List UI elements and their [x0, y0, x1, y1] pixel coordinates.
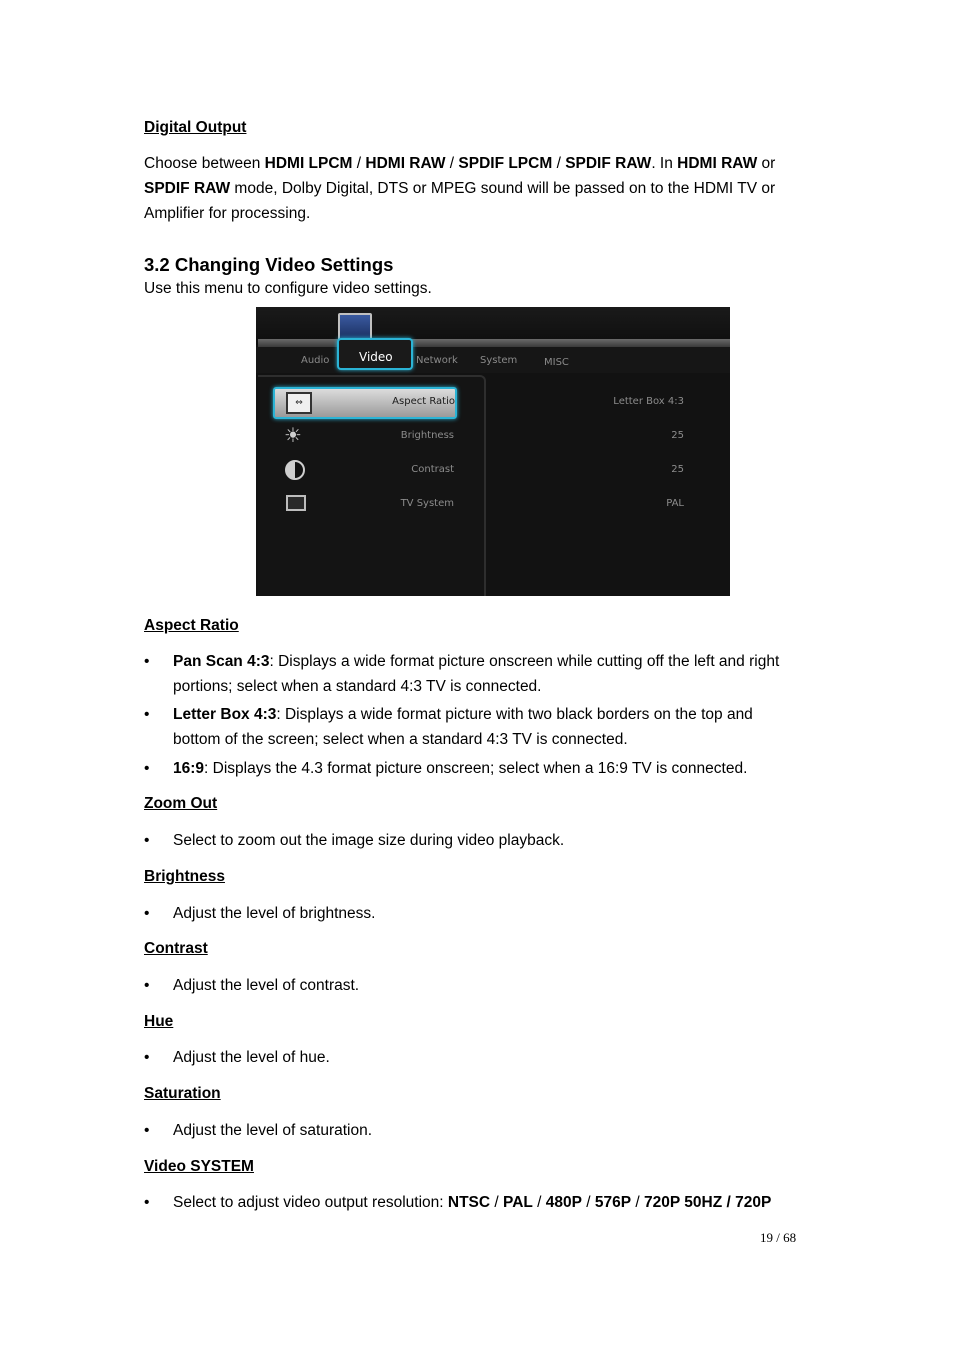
sep: /	[581, 1194, 595, 1211]
bullet-text	[173, 1190, 813, 1215]
zoom-out-heading: Zoom Out	[144, 795, 218, 812]
brightness-label: Brightness	[400, 430, 454, 441]
sep: /	[352, 155, 366, 172]
tv-system-label: TV System	[400, 498, 454, 509]
section-title: 3.2 Changing Video Settings	[144, 254, 394, 275]
term: Pan Scan 4:3	[173, 653, 270, 670]
section-intro: Use this menu to configure video settings.	[144, 280, 432, 297]
menu-bar	[258, 339, 730, 347]
bullet-dot: •	[144, 1194, 150, 1211]
tab-network[interactable]: Network	[416, 355, 458, 366]
brightness-heading: Brightness	[144, 868, 225, 885]
aspect-ratio-icon: ⇔	[286, 392, 312, 414]
term: HDMI RAW	[677, 155, 758, 172]
bullet-dot: •	[144, 1049, 150, 1066]
bullet-line: bottom of the screen; select when a standard 4:3 TV is connected.	[173, 731, 628, 748]
text: mode, Dolby Digital, DTS or MPEG sound will be passed on to the HDMI TV or	[230, 180, 776, 197]
bullet-line	[173, 702, 813, 727]
bullet-dot: •	[144, 977, 150, 994]
bullet-dot: •	[144, 832, 150, 849]
term: NTSC	[447, 1194, 491, 1211]
bullet-dot: •	[144, 760, 150, 777]
term: SPDIF RAW	[144, 180, 231, 197]
digital-output-paragraph	[144, 151, 814, 226]
sep: /	[631, 1194, 645, 1211]
aspect-ratio-value: Letter Box 4:3	[613, 396, 684, 407]
text: : Displays the 4.3 format picture onscreen; select when a 16:9 TV is connected.	[204, 760, 748, 777]
hue-heading: Hue	[144, 1013, 174, 1030]
bullet-dot: •	[144, 653, 150, 670]
bullet-dot: •	[144, 905, 150, 922]
contrast-value: 25	[671, 464, 684, 475]
aspect-ratio-label: Aspect Ratio	[392, 396, 455, 407]
tab-system[interactable]: System	[480, 355, 518, 366]
text: or	[757, 155, 776, 172]
tab-misc[interactable]: MISC	[544, 357, 569, 368]
term: SPDIF LPCM	[458, 155, 553, 172]
tv-icon	[338, 313, 372, 341]
digital-output-line-3: Amplifier for processing.	[144, 205, 311, 222]
bullet-text: Adjust the level of brightness.	[173, 905, 376, 922]
term: 480P	[545, 1194, 582, 1211]
contrast-heading: Contrast	[144, 940, 208, 957]
text: : Displays a wide format picture with two black borders on the top and	[276, 706, 753, 723]
contrast-icon	[285, 460, 305, 480]
bullet-text: Adjust the level of saturation.	[173, 1122, 373, 1139]
bullet-text: Select to zoom out the image size during video playback.	[173, 832, 565, 849]
bullet-text: Adjust the level of hue.	[173, 1049, 330, 1066]
contrast-label: Contrast	[411, 464, 454, 475]
text: . In	[651, 155, 678, 172]
text: : Displays a wide format picture onscreen while cutting off the left and right	[269, 653, 780, 670]
term: SPDIF RAW	[565, 155, 652, 172]
term: Letter Box 4:3	[173, 706, 277, 723]
video-settings-screenshot	[256, 307, 730, 596]
bullet-text: Adjust the level of contrast.	[173, 977, 360, 994]
tv-system-value: PAL	[666, 498, 684, 509]
text: Select to adjust video output resolution:	[173, 1194, 448, 1211]
tab-audio[interactable]: Audio	[301, 355, 330, 366]
bullet-line	[173, 649, 813, 674]
sep: /	[490, 1194, 503, 1211]
bullet-text	[173, 756, 813, 781]
tab-video-label: Video	[359, 350, 393, 364]
bullet-text	[173, 649, 813, 699]
sep: /	[445, 155, 459, 172]
brightness-icon: ☀	[284, 423, 302, 447]
aspect-ratio-heading: Aspect Ratio	[144, 617, 239, 634]
term: 720P 50HZ / 720P	[644, 1194, 772, 1211]
term: PAL	[503, 1194, 533, 1211]
term: HDMI LPCM	[264, 155, 353, 172]
bullet-dot: •	[144, 1122, 150, 1139]
saturation-heading: Saturation	[144, 1085, 221, 1102]
term: 16:9	[173, 760, 205, 777]
text: Choose between	[144, 155, 265, 172]
term: HDMI RAW	[365, 155, 446, 172]
bullet-text	[173, 702, 813, 752]
term: 576P	[594, 1194, 632, 1211]
video-system-heading: Video SYSTEM	[144, 1158, 254, 1175]
tab-video[interactable]	[337, 338, 413, 370]
sep: /	[552, 155, 566, 172]
tv-system-icon	[286, 495, 306, 511]
bullet-line: portions; select when a standard 4:3 TV is connected.	[173, 678, 542, 695]
sep: /	[532, 1194, 546, 1211]
bullet-dot: •	[144, 706, 150, 723]
page-number: 19 / 68	[760, 1230, 797, 1245]
digital-output-heading: Digital Output	[144, 119, 247, 136]
digital-output-line-2	[144, 176, 814, 201]
digital-output-line-1	[144, 151, 814, 176]
brightness-value: 25	[671, 430, 684, 441]
